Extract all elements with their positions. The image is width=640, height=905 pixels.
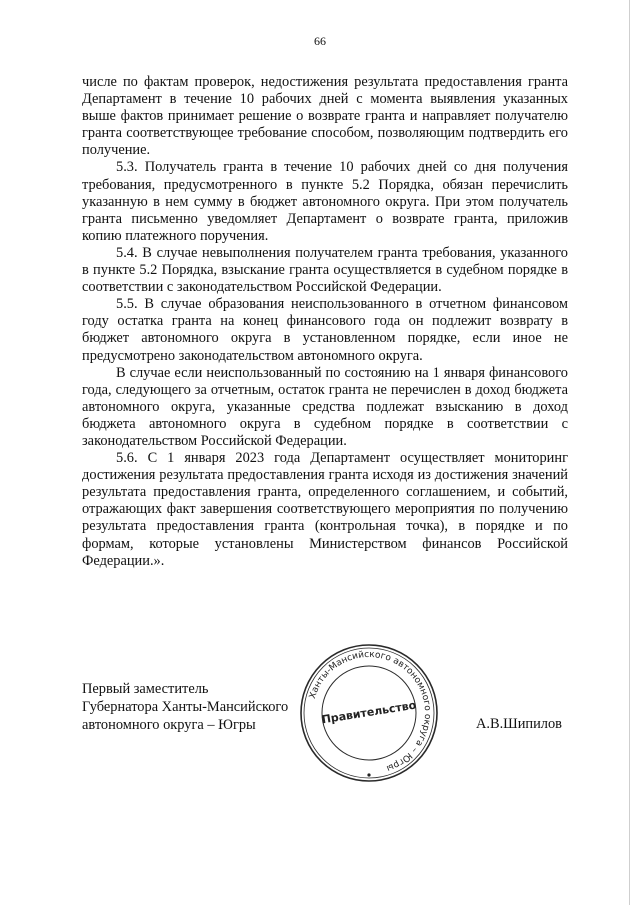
seal-center-text: Правительство: [320, 698, 418, 727]
official-seal-stamp: [298, 642, 440, 784]
paragraph-5-5: 5.5. В случае образования неиспользованного в отчетном финансовом году остатка гранта на конец финансового года он подлежит возврату в бюджет автономного округа в установленном порядке, если иное не предусмотрено законодательством автономного округа.: [82, 296, 568, 364]
paragraph-5-6: 5.6. С 1 января 2023 года Департамент осуществляет мониторинг достижения результата предоставления гранта исходя из достижения значений результата предоставления гранта, определенного соглашением, и событий, отражающих факт завершения соответствующего мероприятия по получению результата предоставления гранта (контрольная точка), в порядке и по формам, которые установлены Министерством финансов Российской Федерации.».: [82, 450, 568, 569]
document-body: [82, 74, 568, 570]
page-number: 66: [314, 34, 326, 48]
paragraph-continuation: числе по фактам проверок, недостижения результата предоставления гранта Департамент в течение 10 рабочих дней с момента выявления указанных выше фактов принимает решение о возврате гранта и направляет получателю гранта соответствующее требование способом, позволяющим подтвердить его получение.: [82, 74, 568, 159]
seal-ring-text: Ханты-Мансийского автономного округа – Югры: [307, 649, 433, 773]
signatory-title: [82, 680, 288, 734]
page-edge: [629, 0, 630, 905]
paragraph-5-3: 5.3. Получатель гранта в течение 10 рабочих дней со дня получения требования, предусмотренного в пункте 5.2 Порядка, обязан перечислить указанную в нем сумму в бюджет автономного округа. При этом получатель гранта письменно уведомляет Департамент о возврате гранта, приложив копию платежного поручения.: [82, 159, 568, 244]
signatory-title-line: Губернатора Ханты-Мансийского: [82, 699, 289, 715]
signatory-title-line: Первый заместитель: [82, 681, 209, 697]
paragraph-5-5-continued: В случае если неиспользованный по состоянию на 1 января финансового года, следующего за отчетным, остаток гранта не перечислен в доход бюджета автономного округа, указанные средства подлежат взысканию в доход бюджета автономного округа в судебном порядке в соответствии с законодательством Российской Федерации.: [82, 364, 568, 449]
paragraph-5-4: 5.4. В случае невыполнения получателем гранта требования, указанного в пункте 5.2 Порядка, взыскание гранта осуществляется в судебном порядке в соответствии с законодательством Российской Федерации.: [82, 244, 568, 296]
signatory-name: А.В.Шипилов: [476, 716, 562, 732]
signatory-title-line: автономного округа – Югры: [82, 717, 256, 733]
